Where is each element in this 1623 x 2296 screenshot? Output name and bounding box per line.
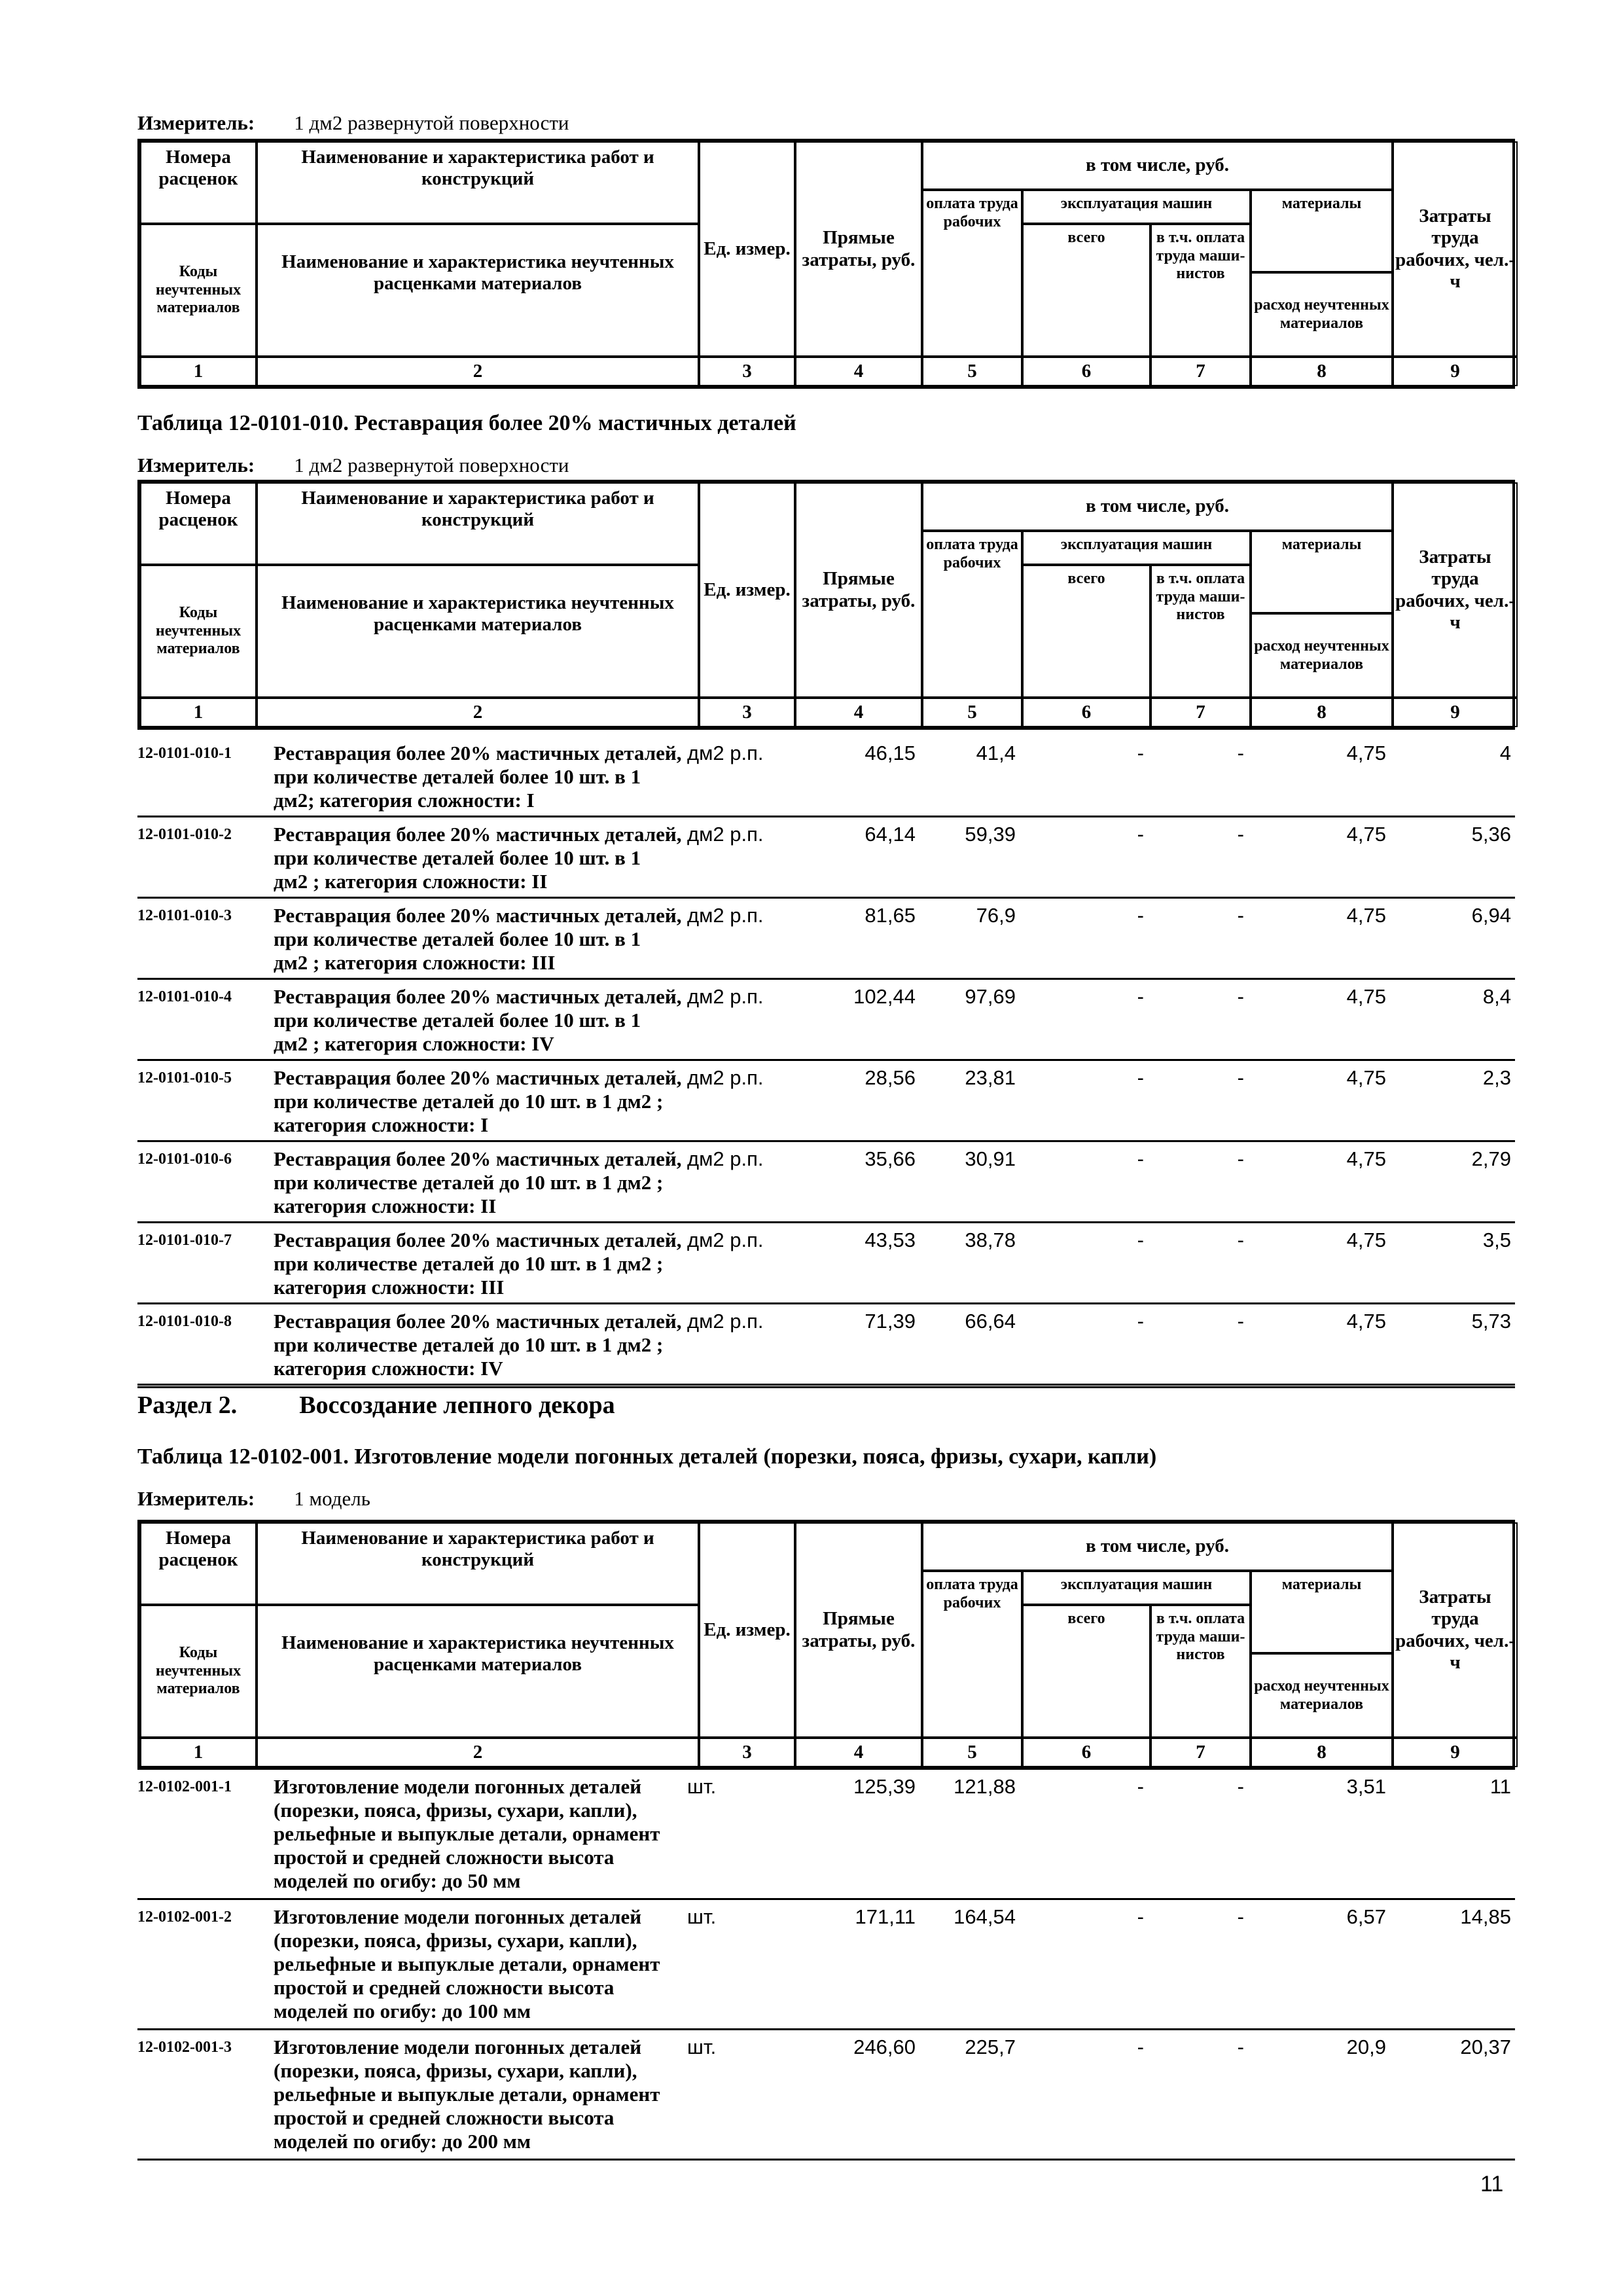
- table-row: [137, 736, 1515, 817]
- labor-value: 2,79: [1471, 1147, 1511, 1170]
- column-number: 1: [140, 698, 257, 727]
- column-number: 9: [1393, 1738, 1518, 1767]
- materials-value: 4,75: [1346, 1229, 1386, 1251]
- col-machines-total: всего: [1022, 224, 1150, 357]
- col-unit: Ед. измер.: [699, 141, 795, 357]
- rate-unit: дм2 р.п.: [687, 742, 764, 764]
- col-machinist-wages: в т.ч. оплата труда маши-нистов: [1150, 224, 1251, 357]
- col-machines: эксплуатация машин: [1022, 1571, 1251, 1605]
- rate-description: Реставрация более 20% мастичных деталей, при количестве деталей более 10 шт. в 1 дм2; категория сложности: I: [274, 742, 682, 812]
- column-number: 7: [1150, 357, 1251, 386]
- table-row: [137, 2030, 1515, 2161]
- col-labor: Затраты труда рабочих, чел.-ч: [1393, 482, 1518, 698]
- col-material-name: Наименование и характеристика неучтенных расценками материалов: [257, 565, 699, 698]
- wages-value: 23,81: [965, 1066, 1016, 1089]
- rate-unit: дм2 р.п.: [687, 1147, 764, 1170]
- column-number: 1: [140, 357, 257, 386]
- rate-unit: дм2 р.п.: [687, 985, 764, 1008]
- table-header-2: [137, 480, 1515, 730]
- page-number: 11: [1480, 2172, 1504, 2197]
- col-rate-number: Номера расценок: [140, 482, 257, 565]
- rate-unit: дм2 р.п.: [687, 1066, 764, 1089]
- col-material-use: расход неучтенных материалов: [1251, 1653, 1393, 1738]
- col-materials: материалы: [1251, 531, 1393, 613]
- measure-label: Измеритель:: [137, 454, 255, 476]
- rate-unit: дм2 р.п.: [687, 1229, 764, 1251]
- machinist-wages-value: -: [1237, 1905, 1244, 1928]
- column-number: 4: [795, 1738, 922, 1767]
- materials-value: 6,57: [1346, 1905, 1386, 1928]
- col-labor: Затраты труда рабочих, чел.-ч: [1393, 1522, 1518, 1738]
- wages-value: 164,54: [954, 1905, 1016, 1928]
- rate-description: Реставрация более 20% мастичных деталей, при количестве деталей до 10 шт. в 1 дм2 ; категория сложности: II: [274, 1147, 682, 1217]
- col-material-codes: Коды неучтенных материалов: [140, 565, 257, 698]
- machines-total-value: -: [1137, 1229, 1144, 1251]
- machinist-wages-value: -: [1237, 1775, 1244, 1798]
- wages-value: 30,91: [965, 1147, 1016, 1170]
- col-direct-costs: Прямые затраты, руб.: [795, 1522, 922, 1738]
- rate-description: Изготовление модели погонных деталей (порезки, пояса, фризы, сухари, капли), рельефные и выпуклые детали, орнамент простой и средней сложности высота моделей по огибу: до 100 мм: [274, 1905, 660, 2022]
- column-number: 5: [922, 698, 1022, 727]
- rate-code: 12-0101-010-8: [137, 1313, 232, 1330]
- table-row: [137, 899, 1515, 980]
- machinist-wages-value: -: [1237, 1147, 1244, 1170]
- table-body-2: [137, 736, 1515, 1386]
- col-including: в том числе, руб.: [922, 141, 1393, 190]
- labor-value: 6,94: [1471, 904, 1511, 927]
- machinist-wages-value: -: [1237, 1229, 1244, 1251]
- table-row: [137, 817, 1515, 899]
- rate-code: 12-0102-001-1: [137, 1778, 232, 1795]
- column-number: 8: [1251, 357, 1393, 386]
- column-number: 9: [1393, 357, 1518, 386]
- col-machines-total: всего: [1022, 565, 1150, 698]
- direct-costs-value: 125,39: [853, 1775, 916, 1798]
- table-header-1: [137, 139, 1515, 389]
- direct-costs-value: 102,44: [853, 985, 916, 1008]
- col-direct-costs: Прямые затраты, руб.: [795, 141, 922, 357]
- machines-total-value: -: [1137, 904, 1144, 927]
- machines-total-value: -: [1137, 985, 1144, 1008]
- rate-description: Изготовление модели погонных деталей (порезки, пояса, фризы, сухари, капли), рельефные и выпуклые детали, орнамент простой и средней сложности высота моделей по огибу: до 200 мм: [274, 2036, 660, 2153]
- rate-description: Реставрация более 20% мастичных деталей, при количестве деталей до 10 шт. в 1 дм2 ; категория сложности: IV: [274, 1310, 682, 1380]
- materials-value: 4,75: [1346, 1066, 1386, 1089]
- machines-total-value: -: [1137, 1066, 1144, 1089]
- wages-value: 59,39: [965, 823, 1016, 846]
- table-row: [137, 1142, 1515, 1223]
- col-material-use: расход неучтенных материалов: [1251, 272, 1393, 357]
- wages-value: 97,69: [965, 985, 1016, 1008]
- column-number: 5: [922, 357, 1022, 386]
- rate-code: 12-0102-001-3: [137, 2039, 232, 2056]
- col-machinist-wages: в т.ч. оплата труда маши-нистов: [1150, 565, 1251, 698]
- table-row: [137, 1770, 1515, 1900]
- column-number: 2: [257, 698, 699, 727]
- table-title-3: Таблица 12-0102-001. Изготовление модели погонных деталей (порезки, пояса, фризы, сухари, капли): [137, 1444, 1157, 1469]
- direct-costs-value: 171,11: [855, 1905, 916, 1928]
- col-material-name: Наименование и характеристика неучтенных расценками материалов: [257, 1605, 699, 1738]
- col-unit: Ед. измер.: [699, 482, 795, 698]
- column-number: 8: [1251, 1738, 1393, 1767]
- table-row: [137, 1061, 1515, 1142]
- column-number: 6: [1022, 698, 1150, 727]
- table-row: [137, 980, 1515, 1061]
- measure-line-1: [137, 111, 569, 135]
- rate-unit: шт.: [687, 2036, 717, 2058]
- machinist-wages-value: -: [1237, 904, 1244, 927]
- section-heading: [137, 1391, 615, 1420]
- rate-code: 12-0101-010-2: [137, 826, 232, 843]
- column-number: 4: [795, 698, 922, 727]
- col-direct-costs: Прямые затраты, руб.: [795, 482, 922, 698]
- col-material-codes: Коды неучтенных материалов: [140, 224, 257, 357]
- col-including: в том числе, руб.: [922, 1522, 1393, 1571]
- machines-total-value: -: [1137, 1905, 1144, 1928]
- wages-value: 41,4: [976, 742, 1016, 764]
- measure-line-3: [137, 1487, 370, 1511]
- column-number: 8: [1251, 698, 1393, 727]
- measure-line-2: [137, 454, 569, 477]
- table-header-3: [137, 1520, 1515, 1770]
- rate-unit: шт.: [687, 1905, 717, 1928]
- col-wages: оплата труда рабочих: [922, 1571, 1022, 1738]
- section-label: Раздел 2.: [137, 1391, 238, 1419]
- direct-costs-value: 71,39: [865, 1310, 916, 1333]
- machinist-wages-value: -: [1237, 1066, 1244, 1089]
- rate-unit: шт.: [687, 1775, 717, 1798]
- col-work-name: Наименование и характеристика работ и конструкций: [257, 482, 699, 565]
- machines-total-value: -: [1137, 742, 1144, 764]
- column-number: 1: [140, 1738, 257, 1767]
- col-machinist-wages: в т.ч. оплата труда маши-нистов: [1150, 1605, 1251, 1738]
- measure-label: Измеритель:: [137, 1487, 255, 1510]
- machinist-wages-value: -: [1237, 823, 1244, 846]
- rate-code: 12-0101-010-3: [137, 907, 232, 924]
- direct-costs-value: 46,15: [865, 742, 916, 764]
- rate-description: Реставрация более 20% мастичных деталей, при количестве деталей до 10 шт. в 1 дм2 ; категория сложности: I: [274, 1066, 682, 1136]
- col-rate-number: Номера расценок: [140, 141, 257, 224]
- table-body-3: [137, 1770, 1515, 2161]
- col-wages: оплата труда рабочих: [922, 190, 1022, 357]
- column-number: 7: [1150, 698, 1251, 727]
- measure-label: Измеритель:: [137, 111, 255, 134]
- column-number: 7: [1150, 1738, 1251, 1767]
- materials-value: 4,75: [1346, 823, 1386, 846]
- labor-value: 2,3: [1482, 1066, 1511, 1089]
- column-number: 9: [1393, 698, 1518, 727]
- labor-value: 20,37: [1460, 2036, 1511, 2058]
- rate-unit: дм2 р.п.: [687, 823, 764, 846]
- col-material-name: Наименование и характеристика неучтенных расценками материалов: [257, 224, 699, 357]
- table-row: [137, 1900, 1515, 2030]
- column-number: 6: [1022, 357, 1150, 386]
- rate-description: Реставрация более 20% мастичных деталей, при количестве деталей до 10 шт. в 1 дм2 ; категория сложности: III: [274, 1229, 682, 1299]
- rate-code: 12-0101-010-6: [137, 1151, 232, 1168]
- column-number: 2: [257, 357, 699, 386]
- column-number: 2: [257, 1738, 699, 1767]
- col-materials: материалы: [1251, 190, 1393, 272]
- rate-code: 12-0101-010-1: [137, 745, 232, 762]
- column-number: 3: [699, 357, 795, 386]
- rate-description: Реставрация более 20% мастичных деталей, при количестве деталей более 10 шт. в 1 дм2 ; категория сложности: III: [274, 904, 682, 974]
- col-material-use: расход неучтенных материалов: [1251, 613, 1393, 698]
- direct-costs-value: 81,65: [865, 904, 916, 927]
- col-machines: эксплуатация машин: [1022, 531, 1251, 565]
- labor-value: 3,5: [1482, 1229, 1511, 1251]
- measure-value: 1 модель: [294, 1487, 370, 1510]
- labor-value: 5,73: [1471, 1310, 1511, 1333]
- wages-value: 66,64: [965, 1310, 1016, 1333]
- labor-value: 5,36: [1471, 823, 1511, 846]
- wages-value: 225,7: [965, 2036, 1016, 2058]
- table-row: [137, 1223, 1515, 1304]
- measure-value: 1 дм2 развернутой поверхности: [294, 111, 569, 134]
- direct-costs-value: 28,56: [865, 1066, 916, 1089]
- measure-value: 1 дм2 развернутой поверхности: [294, 454, 569, 476]
- wages-value: 76,9: [976, 904, 1016, 927]
- divider: [137, 1386, 1515, 1388]
- wages-value: 121,88: [954, 1775, 1016, 1798]
- rate-code: 12-0102-001-2: [137, 1909, 232, 1926]
- table-row: [137, 1304, 1515, 1386]
- column-number: 4: [795, 357, 922, 386]
- col-labor: Затраты труда рабочих, чел.-ч: [1393, 141, 1518, 357]
- col-work-name: Наименование и характеристика работ и конструкций: [257, 1522, 699, 1605]
- materials-value: 20,9: [1346, 2036, 1386, 2058]
- rate-description: Реставрация более 20% мастичных деталей, при количестве деталей более 10 шт. в 1 дм2 ; категория сложности: II: [274, 823, 682, 893]
- machines-total-value: -: [1137, 823, 1144, 846]
- rate-unit: дм2 р.п.: [687, 1310, 764, 1333]
- rate-code: 12-0101-010-4: [137, 988, 232, 1005]
- col-wages: оплата труда рабочих: [922, 531, 1022, 698]
- col-including: в том числе, руб.: [922, 482, 1393, 531]
- direct-costs-value: 43,53: [865, 1229, 916, 1251]
- column-number: 6: [1022, 1738, 1150, 1767]
- materials-value: 4,75: [1346, 742, 1386, 764]
- col-work-name: Наименование и характеристика работ и конструкций: [257, 141, 699, 224]
- direct-costs-value: 35,66: [865, 1147, 916, 1170]
- machinist-wages-value: -: [1237, 985, 1244, 1008]
- machines-total-value: -: [1137, 1775, 1144, 1798]
- col-material-codes: Коды неучтенных материалов: [140, 1605, 257, 1738]
- col-machines: эксплуатация машин: [1022, 190, 1251, 224]
- section-title: Воссоздание лепного декора: [299, 1391, 615, 1419]
- machines-total-value: -: [1137, 1147, 1144, 1170]
- rate-description: Реставрация более 20% мастичных деталей, при количестве деталей более 10 шт. в 1 дм2 ; категория сложности: IV: [274, 985, 682, 1055]
- column-number: 3: [699, 1738, 795, 1767]
- labor-value: 4: [1499, 742, 1511, 764]
- col-rate-number: Номера расценок: [140, 1522, 257, 1605]
- direct-costs-value: 246,60: [853, 2036, 916, 2058]
- machinist-wages-value: -: [1237, 1310, 1244, 1333]
- labor-value: 14,85: [1460, 1905, 1511, 1928]
- col-machines-total: всего: [1022, 1605, 1150, 1738]
- materials-value: 4,75: [1346, 1147, 1386, 1170]
- direct-costs-value: 64,14: [865, 823, 916, 846]
- materials-value: 4,75: [1346, 985, 1386, 1008]
- machines-total-value: -: [1137, 1310, 1144, 1333]
- labor-value: 11: [1489, 1775, 1511, 1798]
- col-materials: материалы: [1251, 1571, 1393, 1653]
- rate-unit: дм2 р.п.: [687, 904, 764, 927]
- col-unit: Ед. измер.: [699, 1522, 795, 1738]
- rate-description: Изготовление модели погонных деталей (порезки, пояса, фризы, сухари, капли), рельефные и выпуклые детали, орнамент простой и средней сложности высота моделей по огибу: до 50 мм: [274, 1775, 660, 1892]
- machinist-wages-value: -: [1237, 742, 1244, 764]
- rate-code: 12-0101-010-5: [137, 1069, 232, 1086]
- wages-value: 38,78: [965, 1229, 1016, 1251]
- rate-code: 12-0101-010-7: [137, 1232, 232, 1249]
- materials-value: 3,51: [1346, 1775, 1386, 1798]
- machines-total-value: -: [1137, 2036, 1144, 2058]
- column-number: 3: [699, 698, 795, 727]
- table-title-2: Таблица 12-0101-010. Реставрация более 20% мастичных деталей: [137, 411, 796, 435]
- materials-value: 4,75: [1346, 904, 1386, 927]
- column-number: 5: [922, 1738, 1022, 1767]
- machinist-wages-value: -: [1237, 2036, 1244, 2058]
- materials-value: 4,75: [1346, 1310, 1386, 1333]
- labor-value: 8,4: [1482, 985, 1511, 1008]
